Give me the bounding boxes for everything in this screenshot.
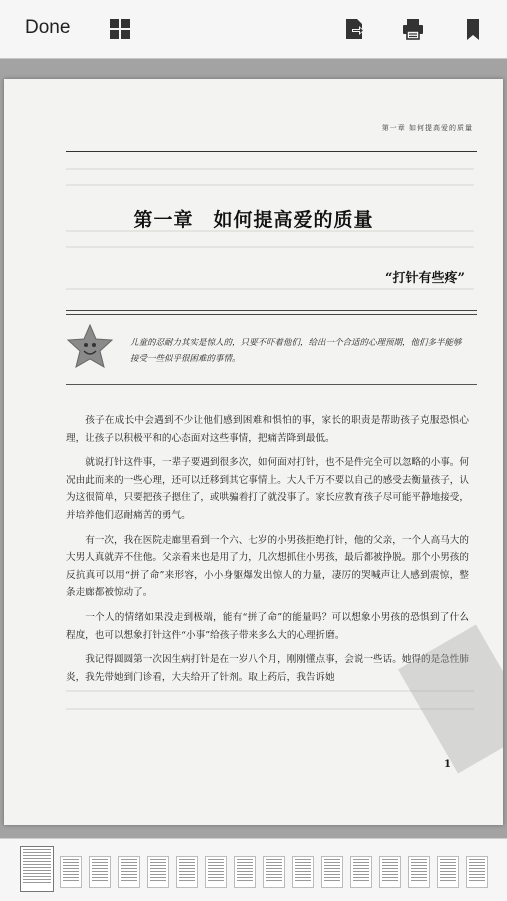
thumbnail-line (411, 874, 427, 875)
top-toolbar (0, 0, 507, 59)
thumbnail-line (440, 871, 456, 872)
thumbnail-line (92, 880, 108, 881)
thumbnail-line (208, 862, 224, 863)
thumbnail-line (411, 862, 427, 863)
page-thumbnail[interactable] (350, 856, 372, 888)
page-thumbnail[interactable] (60, 856, 82, 888)
thumbnail-line (469, 871, 485, 872)
thumbnail-line (266, 862, 282, 863)
thumbnail-line (324, 871, 340, 872)
thumbnail-line (179, 871, 195, 872)
thumbnail-line (266, 877, 282, 878)
section-title: “打针有些疼” (385, 271, 465, 286)
paragraph: 就说打针这件事，一辈子要遇到很多次，如何面对打针，也不是件完全可以忽略的小事。何况由此而来的一些心理，还可以迁移到其它事情上。大人千万不要以自己的感受去衡量孩子，认为这很简单，只要把孩子摁住了，或哄骗着打了就没事了。家长应教育孩子尽可能平静地接受，并培养他们忍耐痛苦的勇气。 (66, 457, 469, 521)
thumbnail-line (179, 880, 195, 881)
thumbnail-line (266, 859, 282, 860)
page-thumbnail[interactable] (437, 856, 459, 888)
thumbnail-line (121, 871, 137, 872)
thumbnail-line (23, 864, 51, 865)
thumbnail-line (23, 858, 51, 859)
thumbnail-line (92, 862, 108, 863)
document-viewer[interactable] (0, 59, 507, 838)
thumbnail-line (92, 874, 108, 875)
thumbnail-line (266, 868, 282, 869)
thumbnail-line (179, 877, 195, 878)
thumbnail-line (440, 865, 456, 866)
thumbnail-line (469, 877, 485, 878)
thumbnail-line (324, 877, 340, 878)
thumbnail-line (208, 871, 224, 872)
thumbnail-line (353, 880, 369, 881)
thumbnail-line (121, 859, 137, 860)
thumbnail-line (23, 870, 51, 871)
thumbnail-line (324, 868, 340, 869)
thumbnail-line (295, 862, 311, 863)
thumbnail-line (440, 868, 456, 869)
thumbnail-line (23, 879, 51, 880)
thumbnail-line (266, 871, 282, 872)
thumbnail-line (150, 868, 166, 869)
thumbnail-line (150, 877, 166, 878)
page-thumbnail[interactable] (292, 856, 314, 888)
thumbnail-line (92, 871, 108, 872)
thumbnail-line (208, 868, 224, 869)
bookmark-icon[interactable] (461, 17, 485, 41)
thumbnail-line (208, 874, 224, 875)
thumbnail-line (121, 865, 137, 866)
thumbnail-line (23, 882, 51, 883)
thumbnail-line (63, 862, 79, 863)
thumbnail-line (440, 874, 456, 875)
page-thumbnail[interactable] (234, 856, 256, 888)
thumbnail-line (63, 868, 79, 869)
page-number: 1 (444, 759, 451, 770)
thumbnail-line (353, 877, 369, 878)
chapter-title: 第一章 如何提高爱的质量 (133, 209, 374, 231)
page-thumbnail[interactable] (263, 856, 285, 888)
thumbnail-line (121, 862, 137, 863)
done-button[interactable]: Done (25, 17, 71, 38)
grid-icon[interactable] (108, 17, 132, 41)
thumbnail-line (295, 865, 311, 866)
thumbnail-line (179, 859, 195, 860)
thumbnail-line (92, 868, 108, 869)
thumbnail-line (23, 849, 51, 850)
thumbnail-line (411, 865, 427, 866)
thumbnail-line (353, 871, 369, 872)
thumbnail-line (411, 871, 427, 872)
thumbnail-line (208, 880, 224, 881)
thumbnail-line (382, 865, 398, 866)
thumbnail-strip[interactable] (0, 838, 507, 901)
thumbnail-line (295, 880, 311, 881)
thumbnail-line (324, 880, 340, 881)
thumbnail-line (208, 859, 224, 860)
thumbnail-line (237, 871, 253, 872)
thumbnail-line (324, 862, 340, 863)
thumbnail-line (469, 862, 485, 863)
thumbnail-line (150, 865, 166, 866)
paragraph: 一个人的情绪如果没走到极端，能有“拼了命”的能量吗？可以想象小男孩的恐惧到了什么程度，也可以想象打针这件“小事”给孩子带来多么大的心理折磨。 (66, 611, 469, 641)
thumbnail-line (23, 855, 51, 856)
thumbnail-line (121, 874, 137, 875)
thumbnail-line (411, 877, 427, 878)
thumbnail-line (92, 865, 108, 866)
epigraph: 儿童的忍耐力其实是惊人的，只要不吓着他们，给出一个合适的心理预期，他们多半能够接受一些似乎很困难的事情。 (130, 338, 462, 364)
thumbnail-line (324, 865, 340, 866)
thumbnail-line (237, 868, 253, 869)
thumbnail-line (179, 865, 195, 866)
thumbnail-line (150, 874, 166, 875)
thumbnail-line (121, 868, 137, 869)
thumbnail-line (382, 871, 398, 872)
divider (66, 310, 477, 311)
page-thumbnail[interactable] (176, 856, 198, 888)
thumbnail-line (237, 880, 253, 881)
paragraph: 有一次，我在医院走廊里看到一个六、七岁的小男孩拒绝打针，他的父亲，一个人高马大的大男人真就弄不住他。父亲看来也是用了力，几次想抓住小男孩，最后都被挣脱。那个小男孩的反抗真可以用“拼了命”来形容，小小身躯爆发出惊人的力量，凄厉的哭喊声让人感到震惊，整条走廊都被惊动了。 (66, 534, 469, 599)
thumbnail-line (237, 865, 253, 866)
thumbnail-line (440, 880, 456, 881)
running-head: 第一章 如何提高爱的质量 (381, 124, 473, 132)
thumbnail-line (23, 867, 51, 868)
thumbnail-line (150, 871, 166, 872)
thumbnail-line (440, 859, 456, 860)
thumbnail-line (353, 868, 369, 869)
thumbnail-line (150, 880, 166, 881)
thumbnail-line (295, 859, 311, 860)
thumbnail-line (266, 880, 282, 881)
thumbnail-line (382, 862, 398, 863)
thumbnail-line (324, 874, 340, 875)
thumbnail-line (208, 865, 224, 866)
header-rule (66, 151, 477, 152)
thumbnail-line (353, 865, 369, 866)
thumbnail-line (237, 874, 253, 875)
body-text (66, 412, 469, 693)
thumbnail-line (179, 862, 195, 863)
thumbnail-line (179, 868, 195, 869)
thumbnail-line (208, 877, 224, 878)
thumbnail-line (63, 859, 79, 860)
thumbnail-line (353, 859, 369, 860)
page-thumbnail[interactable] (321, 856, 343, 888)
thumbnail-line (237, 862, 253, 863)
thumbnail-line (121, 877, 137, 878)
thumbnail-line (150, 859, 166, 860)
thumbnail-line (295, 874, 311, 875)
thumbnail-line (469, 865, 485, 866)
thumbnail-line (324, 859, 340, 860)
paragraph: 孩子在成长中会遇到不少让他们感到困难和惧怕的事，家长的职责是帮助孩子克服恐惧心理，让孩子以积极平和的心态面对这些事情，把痛苦降到最低。 (66, 415, 469, 444)
divider (66, 384, 477, 385)
thumbnail-line (382, 880, 398, 881)
thumbnail-line (440, 862, 456, 863)
thumbnail-line (266, 865, 282, 866)
thumbnail-line (63, 880, 79, 881)
smiling-star-icon (66, 323, 114, 369)
page-thumbnail[interactable] (205, 856, 227, 888)
thumbnail-line (440, 877, 456, 878)
thumbnail-line (382, 874, 398, 875)
thumbnail-line (63, 877, 79, 878)
thumbnail-line (382, 868, 398, 869)
thumbnail-line (63, 871, 79, 872)
thumbnail-line (295, 868, 311, 869)
page-thumbnail[interactable] (20, 846, 54, 892)
thumbnail-line (469, 859, 485, 860)
thumbnail-line (295, 877, 311, 878)
thumbnail-line (266, 874, 282, 875)
thumbnail-line (23, 861, 51, 862)
thumbnail-line (469, 868, 485, 869)
page-thumbnail[interactable] (466, 856, 488, 888)
divider (66, 314, 477, 315)
thumbnail-line (23, 852, 51, 853)
page-thumbnail[interactable] (147, 856, 169, 888)
print-icon[interactable] (401, 17, 425, 41)
thumbnail-line (382, 877, 398, 878)
paragraph: 我记得圆圆第一次因生病打针是在一岁八个月，刚刚懂点事，会说一些话。她得的是急性肺炎，我先带她到门诊看，大夫给开了针剂。取上药后，我告诉她 (66, 654, 469, 683)
thumbnail-line (469, 880, 485, 881)
thumbnail-line (411, 868, 427, 869)
document-page[interactable] (4, 79, 503, 825)
thumbnail-line (382, 859, 398, 860)
thumbnail-line (121, 880, 137, 881)
thumbnail-line (237, 859, 253, 860)
thumbnail-line (23, 876, 51, 877)
page-thumbnail[interactable] (408, 856, 430, 888)
export-icon[interactable] (343, 17, 367, 41)
page-thumbnail[interactable] (89, 856, 111, 888)
thumbnail-line (411, 880, 427, 881)
page-thumbnail[interactable] (379, 856, 401, 888)
thumbnail-line (411, 859, 427, 860)
thumbnail-line (23, 873, 51, 874)
thumbnail-line (237, 877, 253, 878)
thumbnail-line (295, 871, 311, 872)
thumbnail-line (353, 862, 369, 863)
thumbnail-line (179, 874, 195, 875)
thumbnail-line (92, 859, 108, 860)
thumbnail-line (63, 874, 79, 875)
thumbnail-line (63, 865, 79, 866)
thumbnail-line (92, 877, 108, 878)
thumbnail-line (469, 874, 485, 875)
thumbnail-line (353, 874, 369, 875)
thumbnail-line (150, 862, 166, 863)
page-thumbnail[interactable] (118, 856, 140, 888)
